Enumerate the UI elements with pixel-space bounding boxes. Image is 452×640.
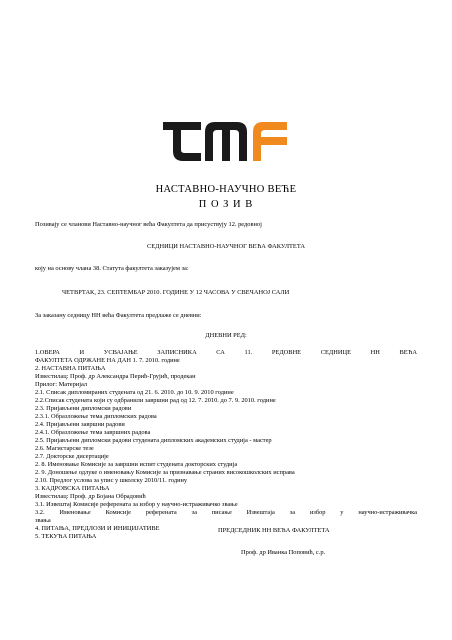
- session-datetime: ЧЕТВРТАК, 23. СЕПТЕМБАР 2010. ГОДИНЕ У 12 ЧАСОВА У СВЕЧАНОЈ САЛИ: [62, 289, 290, 296]
- agenda-item: 2. 8. Именовање Комисије за завршни испит студената докторских студија: [35, 461, 238, 468]
- session-name: СЕДНИЦИ НАСТАВНО-НАУЧНОГ ВЕЋА ФАКУЛТЕТА: [146, 243, 306, 250]
- agenda-item: Известилац: Проф. др Александра Перић-Грујић, продекан: [35, 373, 196, 380]
- agenda-item: 2.7. Докторске дисертације: [35, 453, 109, 460]
- logo-t-stem: [173, 130, 201, 161]
- agenda-list: [35, 349, 417, 541]
- logo-m: [205, 122, 247, 161]
- basis-text: коју на основу члана 38. Статута факултета заказујем за:: [35, 265, 189, 272]
- agenda-item: 1.ОВЕРА И УСВАЈАЊЕ ЗАПИСНИКА СА 11. РЕДОВНЕ СЕДНИЦЕ НН ВЕЋА: [35, 349, 417, 356]
- invitation-title: П О З И В: [198, 199, 254, 210]
- agenda-item: 2.3. Пријављени дипломски радови: [35, 405, 132, 412]
- logo-t-bar: [163, 122, 201, 130]
- proposal-text: За заказану седницу НН већа Факултета предлаже се дневни:: [35, 312, 202, 319]
- agenda-title: ДНЕВНИ РЕД:: [205, 332, 247, 339]
- agenda-item: 2. 9. Доношење одлуке о именовању Комисије за признавање страних високошколских исправа: [35, 469, 295, 476]
- agenda-item: 5. ТЕКУЋА ПИТАЊА: [35, 533, 97, 540]
- logo-f: [253, 122, 287, 161]
- agenda-item: Известилац: Проф. др Бојана Обрадовић: [35, 493, 146, 500]
- faculty-logo: [163, 122, 287, 161]
- agenda-item: 2. НАСТАВНА ПИТАЊА: [35, 365, 106, 372]
- agenda-item: 3.1. Извештај Комисије референата за избор у научно-истраживачко звање: [35, 501, 238, 508]
- agenda-item: 2.5. Пријављени дипломски радови студената дипломских академских студија - мастер: [35, 437, 272, 444]
- agenda-item: 2.4. Пријављени завршни радови: [35, 421, 125, 428]
- agenda-item: 2.4.1. Образложење тема завршних радова: [35, 429, 151, 436]
- agenda-item: звања: [35, 517, 51, 524]
- agenda-item: 4. ПИТАЊА, ПРЕДЛОЗИ И ИНИЦИЈАТИВЕ: [35, 525, 160, 532]
- invite-text: Позивају се чланови Наставно-научног већа Факултета да присуствују 12. редовној: [35, 221, 262, 228]
- agenda-item: 2.10. Предлог услова за упис у школску 2010/11. годину: [35, 477, 188, 484]
- signature-name: Проф. др Иванка Поповић, с.р.: [241, 549, 326, 556]
- agenda-item: 2.2.Списак студената који су одбранили завршни рад од 12. 7. 2010. до 7. 9. 2010. године: [35, 397, 276, 404]
- agenda-item: 2.1. Списак дипломираних студената од 21. 6. 2010. до 10. 9. 2010 године: [35, 389, 234, 396]
- agenda-item: 2.3.1. Образложење тема дипломских радова: [35, 413, 157, 420]
- agenda-item: 3. КАДРОВСКА ПИТАЊА: [35, 485, 110, 492]
- council-title: НАСТАВНО-НАУЧНО ВЕЋЕ: [155, 184, 297, 195]
- agenda-item: 3.2. Именовање Комисије референата за писање Извештаја за избор у научно-истраживачка: [35, 509, 417, 516]
- agenda-item: 2.6. Магистарске тезе: [35, 445, 94, 452]
- agenda-item: ФАКУЛТЕТА ОДРЖАНЕ НА ДАН 1. 7. 2010. године: [35, 357, 180, 364]
- signature-role: ПРЕДСЕДНИК НН ВЕЋА ФАКУЛТЕТА: [218, 527, 330, 534]
- agenda-item: Прилог: Материјал: [35, 381, 88, 388]
